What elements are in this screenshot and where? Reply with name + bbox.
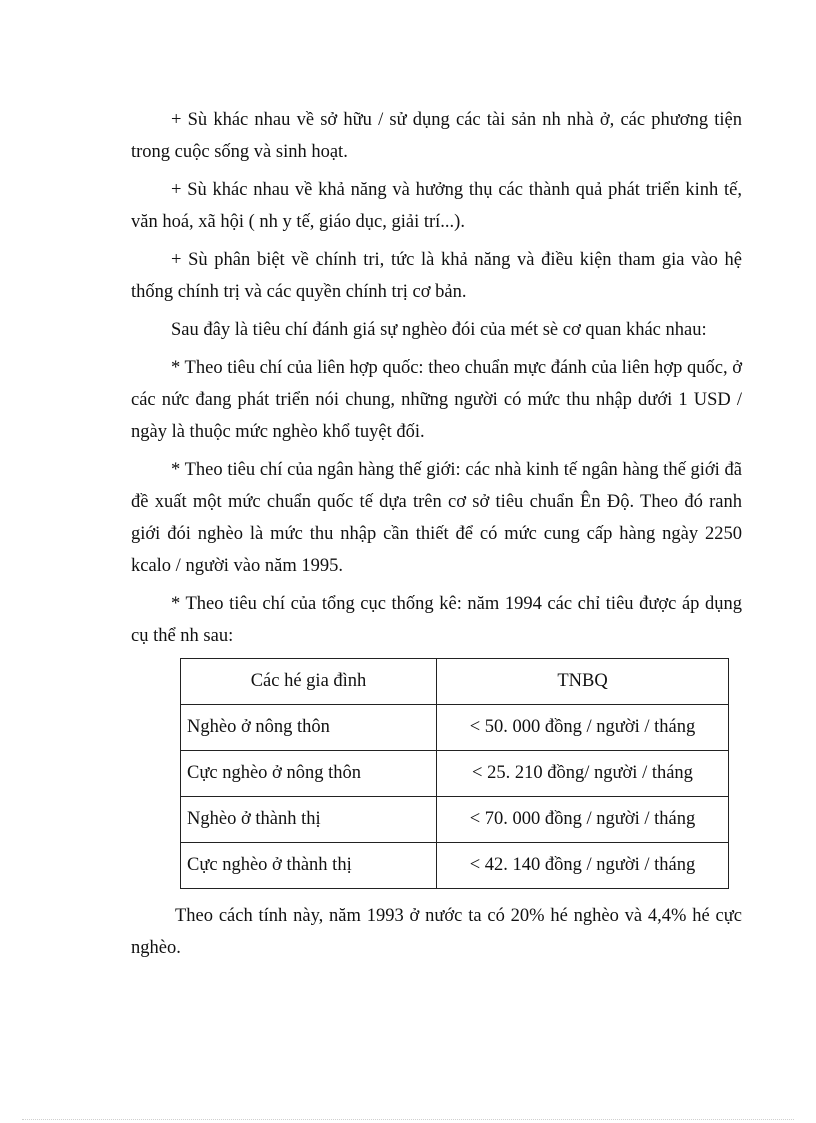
paragraph-world-bank-criteria: * Theo tiêu chí của ngân hàng thế giới: các nhà kinh tế ngân hàng thế giới đã đề xuất một mức chuẩn quốc tế dựa trên cơ sở tiêu chuẩn Ên Độ. Theo đó ranh giới đói nghèo là mức thu nhập cần thiết để có mức cung cấp hàng ngày 2250 kcalo / người vào năm 1995. <box>131 460 742 576</box>
paragraph-gso-criteria: * Theo tiêu chí của tổng cục thống kê: năm 1994 các chỉ tiêu được áp dụng cụ thể nh sau: <box>131 594 742 646</box>
table-header-household: Các hé gia đình <box>181 659 437 705</box>
table-cell-household: Cực nghèo ở nông thôn <box>181 751 437 797</box>
table-cell-household: Nghèo ở nông thôn <box>181 705 437 751</box>
page-bottom-divider <box>22 1119 794 1120</box>
paragraph-criteria-intro: Sau đây là tiêu chí đánh giá sự nghèo đói của mét sè cơ quan khác nhau: <box>171 320 707 340</box>
paragraph-conclusion: Theo cách tính này, năm 1993 ở nước ta có 20% hé nghèo và 4,4% hé cực nghèo. <box>131 906 742 958</box>
poverty-table-container <box>131 658 742 898</box>
table-row <box>181 705 729 751</box>
poverty-criteria-table <box>180 658 729 889</box>
table-cell-household: Nghèo ở thành thị <box>181 797 437 843</box>
table-header-income: TNBQ <box>437 659 729 705</box>
table-cell-income: < 70. 000 đồng / người / tháng <box>437 797 729 843</box>
paragraph-ownership: + Sù khác nhau về sở hữu / sử dụng các tài sản nh nhà ở, các phương tiện trong cuộc sống và sinh hoạt. <box>131 110 742 162</box>
table-cell-income: < 50. 000 đồng / người / tháng <box>437 705 729 751</box>
table-row <box>181 797 729 843</box>
table-cell-household: Cực nghèo ở thành thị <box>181 843 437 889</box>
paragraph-access: + Sù khác nhau về khả năng và hưởng thụ các thành quả phát triển kinh tế, văn hoá, xã hội ( nh y tế, giáo dục, giải trí...). <box>131 180 742 232</box>
table-header-row <box>181 659 729 705</box>
table-cell-income: < 25. 210 đồng/ người / tháng <box>437 751 729 797</box>
paragraph-political: + Sù phân biệt về chính tri, tức là khả năng và điều kiện tham gia vào hệ thống chính trị và các quyền chính trị cơ bản. <box>131 250 742 302</box>
paragraph-un-criteria: * Theo tiêu chí của liên hợp quốc: theo chuẩn mực đánh của liên hợp quốc, ở các nức đang phát triển nói chung, những người có mức thu nhập dưới 1 USD / ngày là thuộc mức nghèo khổ tuyệt đối. <box>131 358 742 442</box>
table-cell-income: < 42. 140 đồng / người / tháng <box>437 843 729 889</box>
document-page <box>131 104 742 970</box>
table-row <box>181 751 729 797</box>
table-row <box>181 843 729 889</box>
